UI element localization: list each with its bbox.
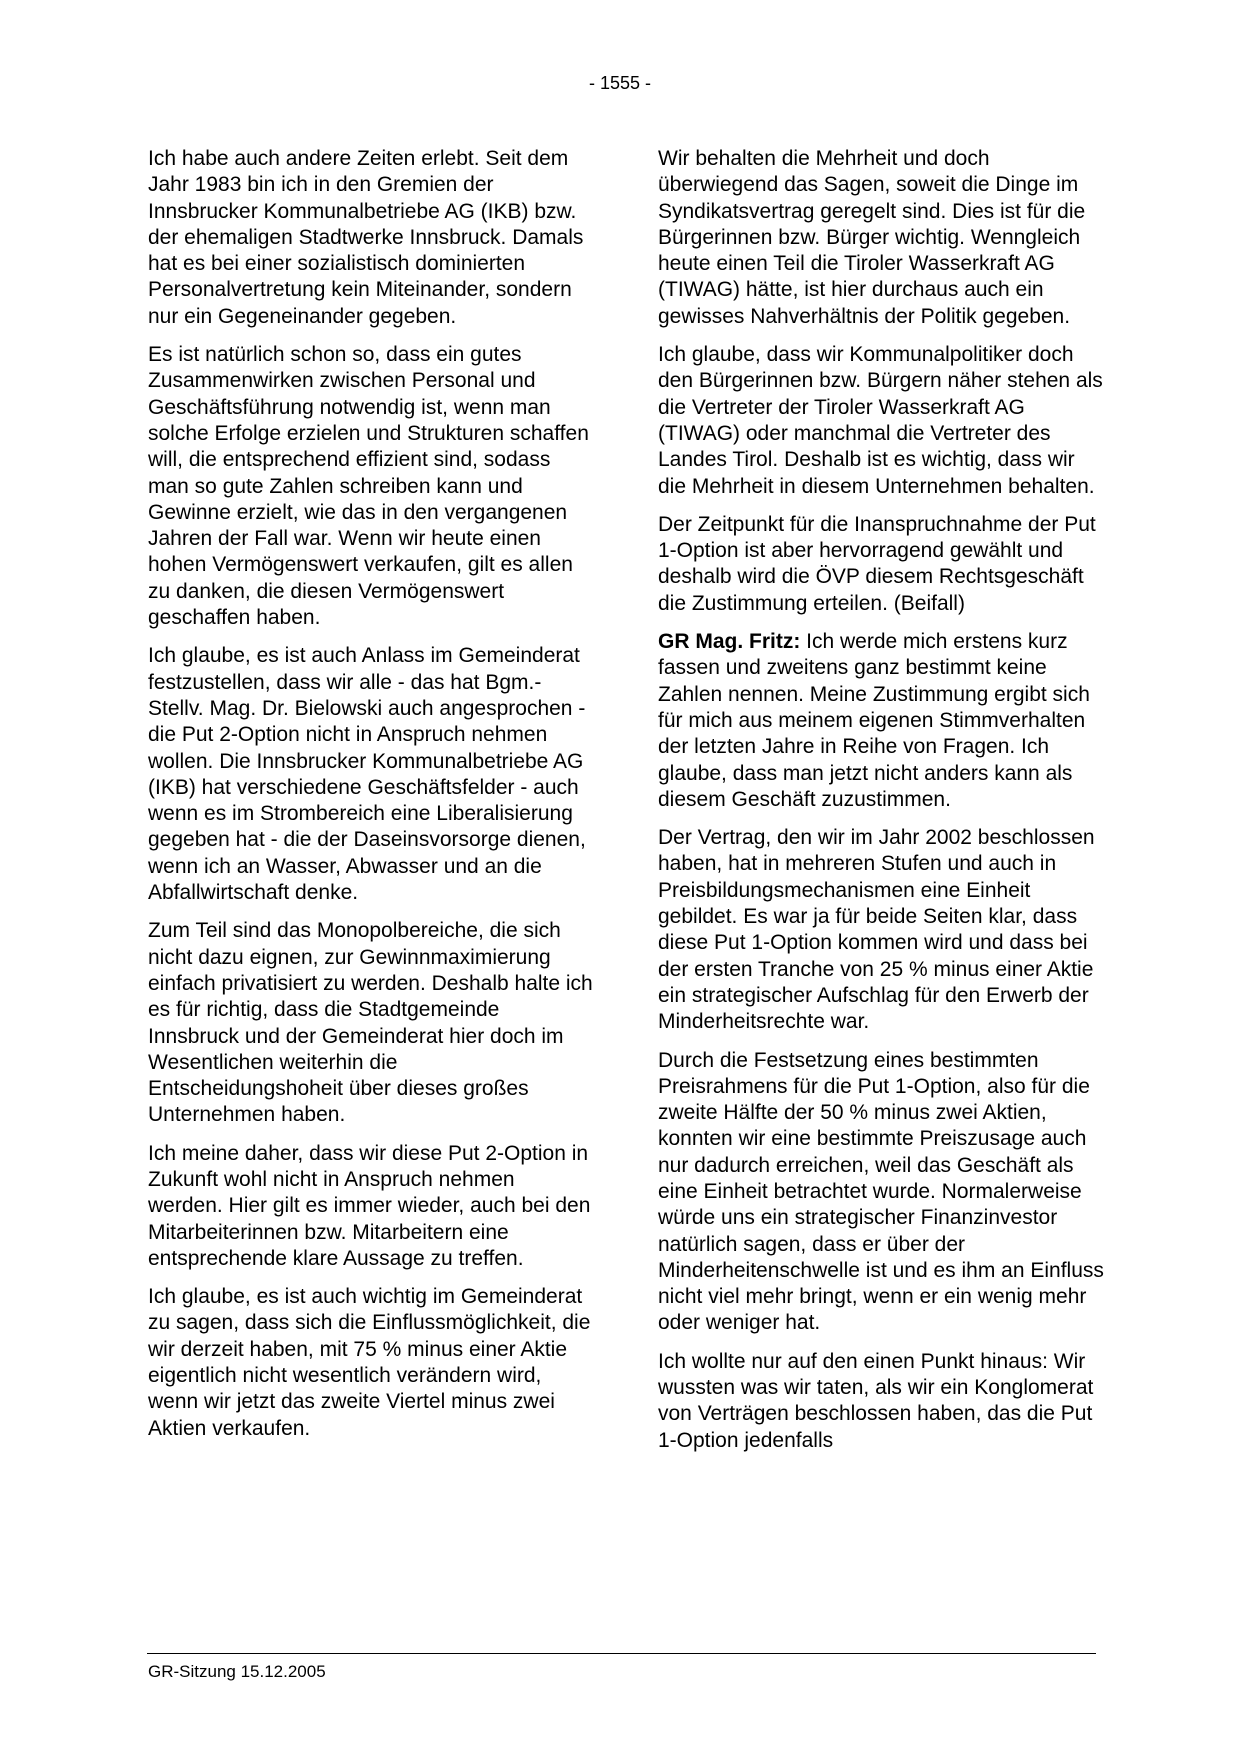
- footer-divider: [147, 1653, 1096, 1654]
- paragraph: Zum Teil sind das Monopolbereiche, die sich nicht dazu eignen, zur Gewinnmaximierung einfach privatisiert zu werden. Deshalb halte ich es für richtig, dass die Stadtgemeinde Innsbruck und der Gemeinderat hier doch im Wesentlichen weiterhin die Entscheidungshoheit über dieses großes Unternehmen haben.: [148, 919, 593, 1127]
- paragraph: Der Zeitpunkt für die Inanspruchnahme der Put 1-Option ist aber hervorragend gewählt und deshalb wird die ÖVP diesem Rechtsgeschäft die Zustimmung erteilen. (Beifall): [658, 512, 1096, 615]
- speaker-statement: Ich werde mich erstens kurz fassen und zweitens ganz bestimmt keine Zahlen nennen. Meine Zustimmung ergibt sich für mich aus meinem eigenen Stimmverhalten der letzten Jahre in Reihe von Fragen. Ich glaube, dass man jetzt nicht anders kann als diesem Geschäft zuzustimmen.: [658, 630, 1090, 811]
- paragraph: Ich glaube, es ist auch Anlass im Gemeinderat festzustellen, dass wir alle - das hat Bgm.-Stellv. Mag. Dr. Bielowski auch angesprochen - die Put 2-Option nicht in Anspruch nehmen wollen. Die Innsbrucker Kommunalbetriebe AG (IKB) hat verschiedene Geschäftsfelder - auch wenn es im Strombereich eine Liberalisierung gegeben hat - die der Daseinsvorsorge dienen, wenn ich an Wasser, Abwasser und an die Abfallwirtschaft denke.: [148, 644, 586, 905]
- paragraph: Es ist natürlich schon so, dass ein gutes Zusammenwirken zwischen Personal und Geschäftsführung notwendig ist, wenn man solche Erfolge erzielen und Strukturen schaffen will, die entsprechend effizient sind, sodass man so gute Zahlen schreiben kann und Gewinne erzielt, wie das in den vergangenen Jahren der Fall war. Wenn wir heute einen hohen Vermögenswert verkaufen, gilt es allen zu danken, die diesen Vermögenswert geschaffen haben.: [148, 343, 589, 630]
- paragraph: Durch die Festsetzung eines bestimmten Preisrahmens für die Put 1-Option, also für die zweite Hälfte der 50 % minus zwei Aktien, konnten wir eine bestimmte Preiszusage auch nur dadurch erreichen, weil das Geschäft als eine Einheit betrachtet wurde. Normalerweise würde uns ein strategischer Finanzinvestor natürlich sagen, dass er über der Minderheitenschwelle ist und es ihm an Einfluss nicht viel mehr bringt, wenn er ein wenig mehr oder weniger hat.: [658, 1048, 1104, 1335]
- paragraph: Ich habe auch andere Zeiten erlebt. Seit dem Jahr 1983 bin ich in den Gremien der Innsbrucker Kommunalbetriebe AG (IKB) bzw. der ehemaligen Stadtwerke Innsbruck. Damals hat es bei einer sozialistisch dominierten Personalvertretung kein Miteinander, sondern nur ein Gegeneinander gegeben.: [148, 147, 584, 328]
- paragraph: Ich glaube, es ist auch wichtig im Gemeinderat zu sagen, dass sich die Einflussmöglichkeit, die wir derzeit haben, mit 75 % minus einer Aktie eigentlich nicht wesentlich verändern wird, wenn wir jetzt das zweite Viertel minus zwei Aktien verkaufen.: [148, 1285, 591, 1440]
- left-column: [148, 146, 594, 1454]
- right-column: [658, 146, 1104, 1466]
- paragraph: Ich glaube, dass wir Kommunalpolitiker doch den Bürgerinnen bzw. Bürgern näher stehen als die Vertreter der Tiroler Wasserkraft AG (TIWAG) oder manchmal die Vertreter des Landes Tirol. Deshalb ist es wichtig, dass wir die Mehrheit in diesem Unternehmen behalten.: [658, 343, 1103, 498]
- footer-session-label: GR-Sitzung 15.12.2005: [148, 1662, 326, 1681]
- speaker-name: GR Mag. Fritz:: [658, 630, 801, 654]
- paragraph: Ich wollte nur auf den einen Punkt hinaus: Wir wussten was wir taten, als wir ein Konglomerat von Verträgen beschlossen haben, das die Put 1-Option jedenfalls: [658, 1349, 1094, 1452]
- paragraph: Ich meine daher, dass wir diese Put 2-Option in Zukunft wohl nicht in Anspruch nehmen werden. Hier gilt es immer wieder, auch bei den Mitarbeiterinnen bzw. Mitarbeitern eine entsprechende klare Aussage zu treffen.: [148, 1141, 591, 1270]
- speaker-paragraph: [658, 629, 1104, 813]
- page-number: - 1555 -: [588, 73, 652, 93]
- paragraph: Wir behalten die Mehrheit und doch überwiegend das Sagen, soweit die Dinge im Syndikatsvertrag geregelt sind. Dies ist für die Bürgerinnen bzw. Bürger wichtig. Wenngleich heute einen Teil die Tiroler Wasserkraft AG (TIWAG) hätte, ist hier durchaus auch ein gewisses Nahverhältnis der Politik gegeben.: [658, 147, 1086, 328]
- paragraph: Der Vertrag, den wir im Jahr 2002 beschlossen haben, hat in mehreren Stufen und auch in Preisbildungsmechanismen eine Einheit gebildet. Es war ja für beide Seiten klar, dass diese Put 1-Option kommen wird und dass bei der ersten Tranche von 25 % minus einer Aktie ein strategischer Aufschlag für den Erwerb der Minderheitsrechte war.: [658, 826, 1095, 1034]
